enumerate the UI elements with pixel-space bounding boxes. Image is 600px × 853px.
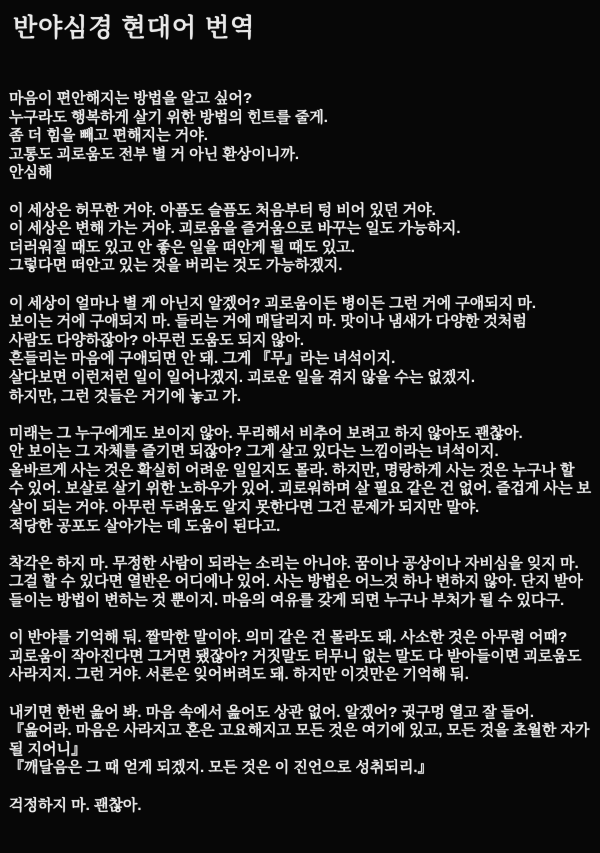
text-line: 보이는 거에 구애되지 마. 들리는 거에 매달리지 마. 맛이나 냄새가 다양한 것처럼 — [9, 313, 527, 331]
text-line: 이 세상은 변해 가는 거야. 괴로움을 즐거움으로 바꾸는 일도 가능하지. — [9, 220, 461, 238]
text-line: 『읊어라. 마음은 사라지고 혼은 고요해지고 모든 것은 여기에 있고, 모든 것을 초월한 자가 — [9, 722, 590, 740]
document-body — [0, 90, 600, 815]
text-line: 흔들리는 마음에 구애되면 안 돼. 그게 『무』라는 녀석이지. — [9, 350, 396, 368]
text-line: 고통도 괴로움도 전부 별 거 아닌 환상이니까. — [9, 145, 299, 163]
text-line: 누구라도 행복하게 살기 위한 방법의 힌트를 줄게. — [9, 108, 328, 126]
text-line: 사람도 다양하잖아? 아무런 도움도 되지 않아. — [9, 331, 304, 349]
paragraph — [9, 202, 600, 276]
text-line: 수 있어. 보살로 살기 위한 노하우가 있어. 괴로워하며 살 필요 같은 건 없어. 즐겁게 사는 보 — [9, 480, 592, 498]
text-line: 사라지지. 그런 거야. 서론은 잊어버려도 돼. 하지만 이것만은 기억해 둬. — [9, 666, 469, 684]
text-line: 적당한 공포도 살아가는 데 도움이 된다고. — [9, 517, 281, 535]
text-line: 착각은 하지 마. 무정한 사람이 되라는 소리는 아니야. 꿈이나 공상이나 자비심을 잊지 마. — [9, 554, 579, 572]
text-line: 안 보이는 그 자체를 즐기면 되잖아? 그게 살고 있다는 느낌이라는 녀석이지. — [9, 443, 499, 461]
text-line: 안심해 — [9, 164, 53, 182]
text-line: 더러워질 때도 있고 안 좋은 일을 떠안게 될 때도 있고. — [9, 238, 355, 256]
paragraph — [9, 90, 600, 183]
text-line: 이 세상이 얼마나 별 게 아닌지 알겠어? 괴로움이든 병이든 그런 거에 구애되지 마. — [9, 294, 537, 312]
text-line: 괴로움이 작아진다면 그거면 됐잖아? 거짓말도 터무니 없는 말도 다 받아들이면 괴로움도 — [9, 647, 582, 665]
text-line: 살이 되는 거야. 아무런 두려움도 알지 못한다면 그건 문제가 되지만 말야. — [9, 499, 480, 517]
text-line: 그걸 할 수 있다면 열반은 어디에나 있어. 사는 방법은 어느것 하나 변하지 않아. 단지 받아 — [9, 573, 583, 591]
text-line: 미래는 그 누구에게도 보이지 않아. 무리해서 비추어 보려고 하지 않아도 괜찮아. — [9, 424, 523, 442]
text-line: 내키면 한번 읊어 봐. 마음 속에서 읊어도 상관 없어. 알겠어? 귓구멍 열고 잘 들어. — [9, 703, 535, 721]
text-line: 올바르게 사는 것은 확실히 어려운 일일지도 몰라. 하지만, 명랑하게 사는 것은 누구나 할 — [9, 461, 575, 479]
text-line: 될 지어니』 — [9, 740, 87, 758]
text-line: 하지만, 그런 것들은 거기에 놓고 가. — [9, 387, 242, 405]
paragraph — [9, 555, 600, 611]
paragraph — [9, 629, 600, 685]
paragraph — [9, 295, 600, 407]
text-line: 살다보면 이런저런 일이 일어나겠지. 괴로운 일을 겪지 않을 수는 없겠지. — [9, 368, 476, 386]
text-line: 그렇다면 떠안고 있는 것을 버리는 것도 가능하겠지. — [9, 257, 343, 275]
text-line: 이 세상은 허무한 거야. 아픔도 슬픔도 처음부터 텅 비어 있던 거야. — [9, 201, 436, 219]
text-line: 마음이 편안해지는 방법을 알고 싶어? — [9, 90, 253, 107]
text-line: 좀 더 힘을 빼고 편해지는 거야. — [9, 127, 208, 145]
paragraph — [9, 704, 600, 778]
text-line: 들이는 방법이 변하는 것 뿐이지. 마음의 여유를 갖게 되면 누구나 부처가 될 수 있다구. — [9, 592, 565, 610]
text-line: 이 반야를 기억해 둬. 짤막한 말이야. 의미 같은 건 몰라도 돼. 사소한 것은 아무렴 어때? — [9, 629, 568, 647]
page-title: 반야심경 현대어 번역 — [13, 14, 256, 42]
paragraph — [9, 425, 600, 537]
text-line: 걱정하지 마. 괜찮아. — [9, 796, 142, 814]
text-line: 『깨달음은 그 때 얻게 되겠지. 모든 것은 이 진언으로 성취되리.』 — [9, 759, 433, 777]
paragraph — [9, 797, 600, 816]
